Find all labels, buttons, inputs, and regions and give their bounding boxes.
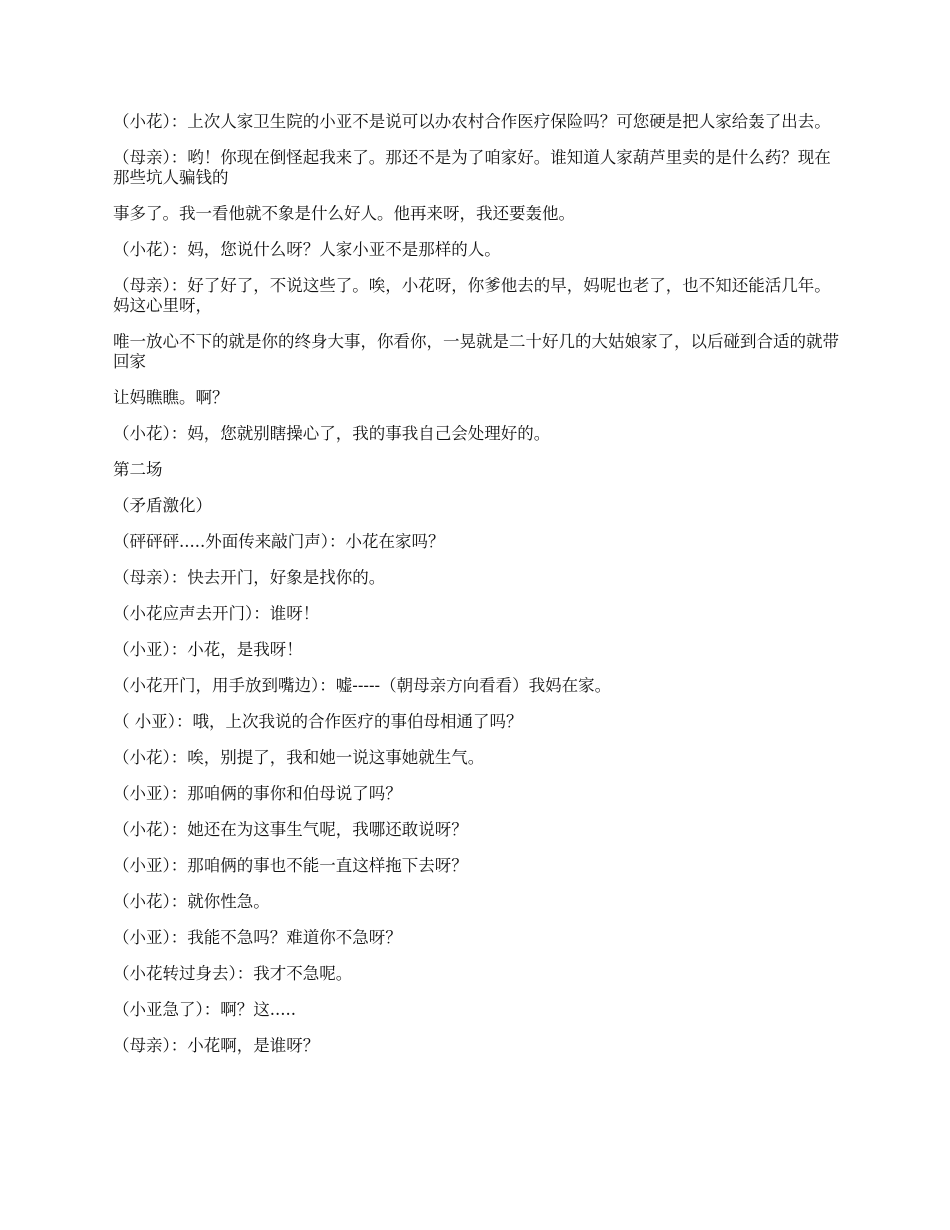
paragraph: （小花）：妈，您就别瞎操心了，我的事我自己会处理好的。 (113, 424, 551, 443)
paragraph: 让妈瞧瞧。啊？ (113, 388, 229, 407)
paragraph: （ 小亚）：哦，上次我说的合作医疗的事伯母相通了吗？ (113, 712, 523, 731)
paragraph: （小花）：就你性急。 (113, 892, 270, 911)
paragraph: （母亲）：好了好了，不说这些了。唉，小花呀，你爹他去的早，妈呢也老了，也不知还能活几年。妈这心里呀， (113, 276, 831, 315)
paragraph: （小花）：她还在为这事生气呢，我哪还敢说呀？ (113, 820, 468, 839)
paragraph: 唯一放心不下的就是你的终身大事，你看你，一晃就是二十好几的大姑娘家了，以后碰到合适的就带回家 (113, 332, 839, 371)
document-body (113, 112, 841, 1072)
paragraph: （小花开门，用手放到嘴边）：嘘-----（朝母亲方向看看）我妈在家。 (113, 676, 612, 695)
paragraph: （小亚急了）：啊？这..... (113, 1000, 296, 1019)
paragraph: （小花）：妈，您说什么呀？人家小亚不是那样的人。 (113, 240, 501, 259)
paragraph: 事多了。我一看他就不象是什么好人。他再来呀，我还要轰他。 (113, 204, 575, 223)
paragraph: （小亚）：那咱俩的事你和伯母说了吗？ (113, 784, 402, 803)
paragraph: （小花转过身去）：我才不急呢。 (113, 964, 353, 983)
paragraph: （小花）：上次人家卫生院的小亚不是说可以办农村合作医疗保险吗？可您硬是把人家给轰了出去。 (113, 112, 831, 131)
paragraph: （小亚）：那咱俩的事也不能一直这样拖下去呀？ (113, 856, 468, 875)
scene-heading: 第二场 (113, 460, 163, 479)
paragraph: （小花）：唉，别提了，我和她一说这事她就生气。 (113, 748, 485, 767)
paragraph: （小亚）：小花，是我呀！ (113, 640, 303, 659)
paragraph: （砰砰砰.....外面传来敲门声）：小花在家吗？ (113, 532, 445, 551)
paragraph: （小亚）：我能不急吗？难道你不急呀？ (113, 928, 402, 947)
paragraph: （母亲）：哟！你现在倒怪起我来了。那还不是为了咱家好。谁知道人家葫芦里卖的是什么药？现在那些坑人骗钱的 (113, 148, 831, 187)
paragraph: （母亲）：快去开门，好象是找你的。 (113, 568, 386, 587)
paragraph: （母亲）：小花啊，是谁呀？ (113, 1036, 320, 1055)
paragraph: （小花应声去开门）：谁呀！ (113, 604, 320, 623)
scene-subtitle: （矛盾激化） (113, 496, 212, 515)
